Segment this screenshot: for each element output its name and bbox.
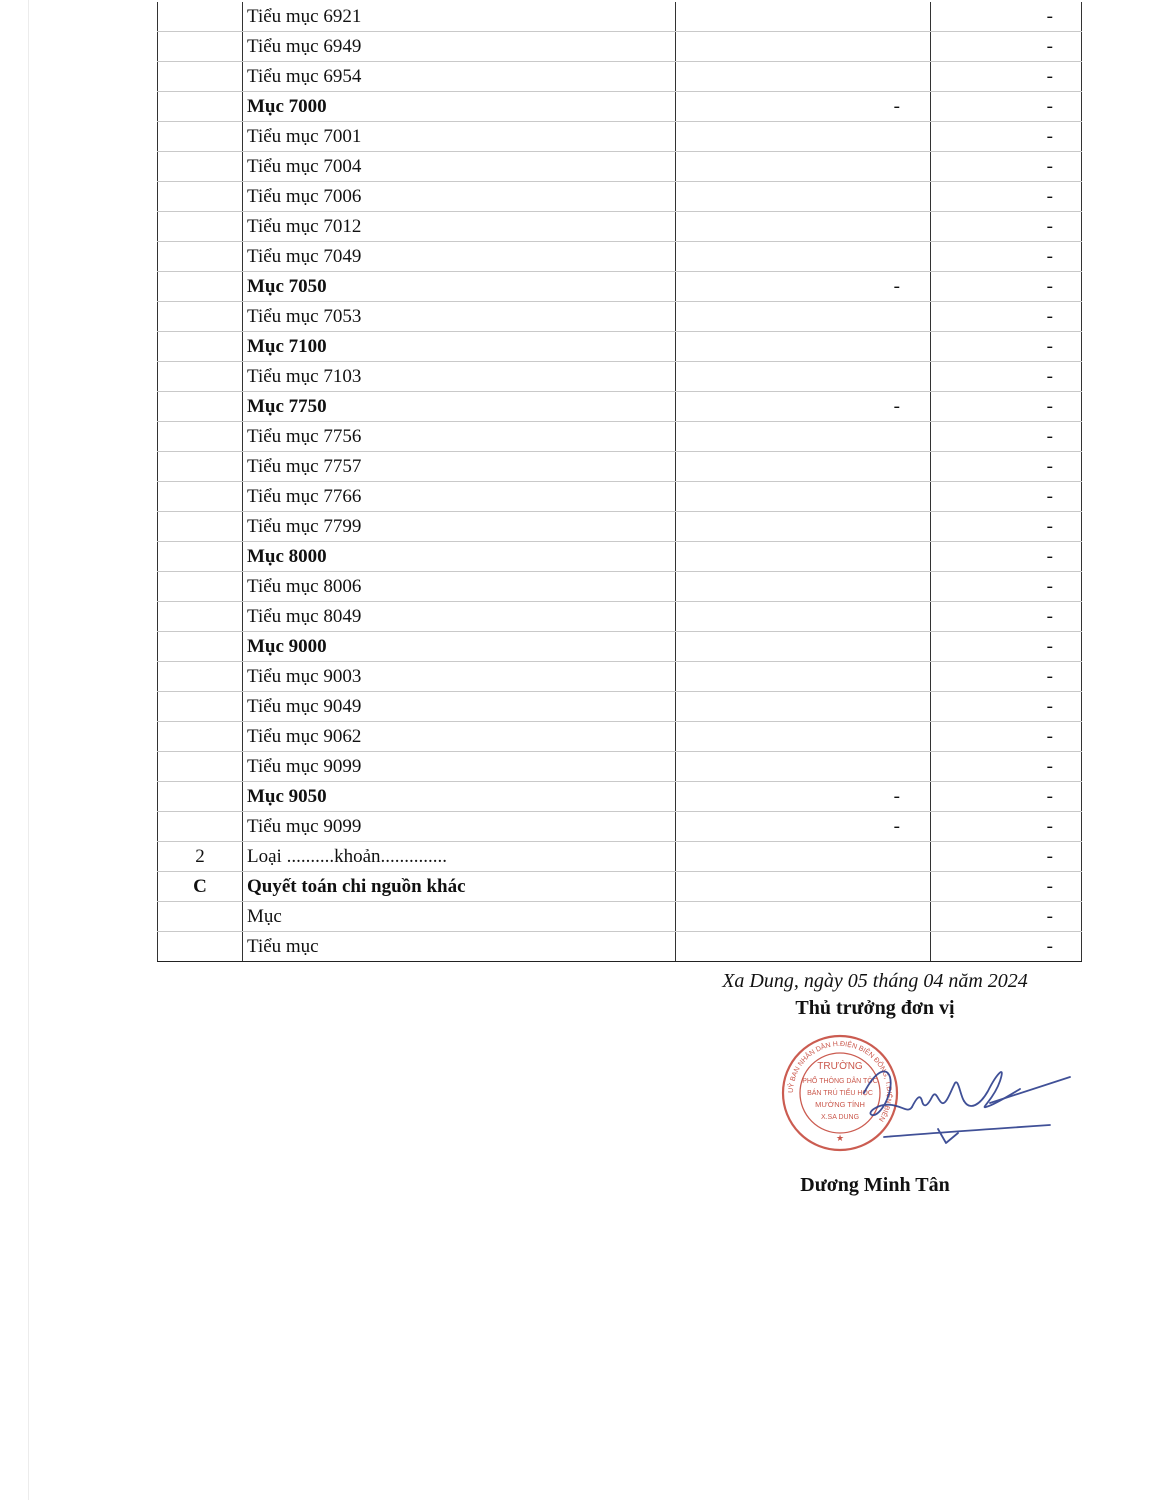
row-number-cell [158, 422, 243, 452]
table-row [158, 602, 1082, 632]
estimate-cell [676, 902, 931, 932]
page-edge-line [28, 0, 29, 1500]
settlement-cell: - [931, 332, 1082, 362]
item-name-cell: Tiểu mục 7053 [243, 302, 676, 332]
table-row [158, 632, 1082, 662]
handwritten-signature-icon [860, 1045, 1075, 1155]
row-number-cell [158, 542, 243, 572]
settlement-cell: - [931, 212, 1082, 242]
table-row [158, 932, 1082, 962]
estimate-cell [676, 632, 931, 662]
row-number-cell: 2 [158, 842, 243, 872]
seal-line-text: PHỔ THÔNG DÂN TỘC [802, 1078, 878, 1085]
estimate-cell [676, 932, 931, 962]
settlement-cell: - [931, 32, 1082, 62]
estimate-cell [676, 332, 931, 362]
settlement-cell: - [931, 302, 1082, 332]
estimate-cell [676, 452, 931, 482]
estimate-cell [676, 482, 931, 512]
settlement-cell: - [931, 902, 1082, 932]
settlement-cell: - [931, 362, 1082, 392]
estimate-cell: - [676, 812, 931, 842]
item-name-cell: Tiểu mục 6949 [243, 32, 676, 62]
table-row [158, 242, 1082, 272]
row-number-cell [158, 212, 243, 242]
settlement-cell: - [931, 422, 1082, 452]
estimate-cell [676, 602, 931, 632]
item-name-cell: Tiểu mục 8049 [243, 602, 676, 632]
item-name-cell: Mục 7750 [243, 392, 676, 422]
estimate-cell [676, 362, 931, 392]
table-row [158, 662, 1082, 692]
settlement-cell: - [931, 692, 1082, 722]
table-row [158, 92, 1082, 122]
settlement-cell: - [931, 932, 1082, 962]
table-row [158, 182, 1082, 212]
settlement-cell: - [931, 662, 1082, 692]
table-row [158, 272, 1082, 302]
seal-line-text: MƯỜNG TÍNH [815, 1100, 865, 1109]
item-name-cell: Tiểu mục 9099 [243, 812, 676, 842]
estimate-cell: - [676, 392, 931, 422]
row-number-cell [158, 722, 243, 752]
table-row [158, 302, 1082, 332]
table-row [158, 542, 1082, 572]
row-number-cell [158, 362, 243, 392]
table-row [158, 332, 1082, 362]
item-name-cell: Tiểu mục 7006 [243, 182, 676, 212]
settlement-cell: - [931, 632, 1082, 662]
settlement-cell: - [931, 272, 1082, 302]
settlement-cell: - [931, 512, 1082, 542]
settlement-cell: - [931, 182, 1082, 212]
item-name-cell: Tiểu mục 7757 [243, 452, 676, 482]
estimate-cell [676, 512, 931, 542]
settlement-cell: - [931, 872, 1082, 902]
row-number-cell [158, 122, 243, 152]
table-row [158, 422, 1082, 452]
table-row [158, 362, 1082, 392]
row-number-cell [158, 92, 243, 122]
item-name-cell: Tiểu mục 7103 [243, 362, 676, 392]
estimate-cell [676, 752, 931, 782]
row-number-cell: C [158, 872, 243, 902]
table-row [158, 122, 1082, 152]
item-name-cell: Tiểu mục 7004 [243, 152, 676, 182]
row-number-cell [158, 572, 243, 602]
estimate-cell [676, 182, 931, 212]
item-name-cell: Mục 7000 [243, 92, 676, 122]
item-name-cell: Mục [243, 902, 676, 932]
settlement-cell: - [931, 62, 1082, 92]
item-name-cell: Tiểu mục 6921 [243, 2, 676, 32]
estimate-cell [676, 842, 931, 872]
settlement-cell: - [931, 92, 1082, 122]
item-name-cell: Tiểu mục 9003 [243, 662, 676, 692]
row-number-cell [158, 632, 243, 662]
row-number-cell [158, 62, 243, 92]
signer-name: Dương Minh Tân [800, 1174, 950, 1196]
row-number-cell [158, 812, 243, 842]
row-number-cell [158, 452, 243, 482]
row-number-cell [158, 182, 243, 212]
row-number-cell [158, 332, 243, 362]
table-row [158, 692, 1082, 722]
settlement-cell: - [931, 482, 1082, 512]
estimate-cell [676, 122, 931, 152]
row-number-cell [158, 272, 243, 302]
estimate-cell [676, 692, 931, 722]
item-name-cell: Tiểu mục 7012 [243, 212, 676, 242]
table-row [158, 152, 1082, 182]
item-name-cell: Mục 9000 [243, 632, 676, 662]
row-number-cell [158, 602, 243, 632]
item-name-cell: Tiểu mục 9062 [243, 722, 676, 752]
table-row [158, 32, 1082, 62]
unit-head-title: Thủ trưởng đơn vị [795, 997, 955, 1019]
row-number-cell [158, 482, 243, 512]
row-number-cell [158, 302, 243, 332]
settlement-cell: - [931, 752, 1082, 782]
settlement-cell: - [931, 812, 1082, 842]
row-number-cell [158, 902, 243, 932]
item-name-cell: Tiểu mục 7001 [243, 122, 676, 152]
seal-line-text: BÁN TRÚ TIỂU HỌC [807, 1090, 873, 1097]
estimate-cell [676, 152, 931, 182]
seal-line-text: TRƯỜNG [817, 1061, 863, 1072]
table-row [158, 512, 1082, 542]
row-number-cell [158, 242, 243, 272]
row-number-cell [158, 512, 243, 542]
item-name-cell: Loại ..........khoản.............. [243, 842, 676, 872]
estimate-cell [676, 722, 931, 752]
estimate-cell [676, 2, 931, 32]
table-row [158, 62, 1082, 92]
table-row [158, 482, 1082, 512]
item-name-cell: Tiểu mục 9049 [243, 692, 676, 722]
settlement-cell: - [931, 782, 1082, 812]
item-name-cell: Tiểu mục 7766 [243, 482, 676, 512]
estimate-cell [676, 302, 931, 332]
table-row [158, 572, 1082, 602]
estimate-cell [676, 872, 931, 902]
settlement-cell: - [931, 152, 1082, 182]
settlement-cell: - [931, 452, 1082, 482]
item-name-cell: Tiểu mục 9099 [243, 752, 676, 782]
row-number-cell [158, 782, 243, 812]
item-name-cell: Tiểu mục 7049 [243, 242, 676, 272]
row-number-cell [158, 2, 243, 32]
table-row [158, 452, 1082, 482]
table-row [158, 722, 1082, 752]
row-number-cell [158, 932, 243, 962]
row-number-cell [158, 662, 243, 692]
table-row [158, 902, 1082, 932]
item-name-cell: Mục 7100 [243, 332, 676, 362]
settlement-cell: - [931, 392, 1082, 422]
settlement-cell: - [931, 572, 1082, 602]
estimate-cell [676, 572, 931, 602]
item-name-cell: Tiểu mục 6954 [243, 62, 676, 92]
row-number-cell [158, 392, 243, 422]
estimate-cell [676, 212, 931, 242]
table-row [158, 212, 1082, 242]
seal-line-text: X.SA DUNG [820, 1114, 860, 1121]
table-row [158, 782, 1082, 812]
item-name-cell: Tiểu mục 8006 [243, 572, 676, 602]
settlement-cell: - [931, 2, 1082, 32]
item-name-cell: Mục 9050 [243, 782, 676, 812]
item-name-cell: Mục 8000 [243, 542, 676, 572]
estimate-cell [676, 32, 931, 62]
item-name-cell: Quyết toán chi nguồn khác [243, 872, 676, 902]
estimate-cell [676, 662, 931, 692]
item-name-cell: Tiểu mục 7799 [243, 512, 676, 542]
place-date: Xa Dung, ngày 05 tháng 04 năm 2024 [722, 970, 1028, 992]
estimate-cell: - [676, 92, 931, 122]
table-row [158, 812, 1082, 842]
table-row [158, 872, 1082, 902]
seal-ring-text: UỶ BAN NHÂN DÂN H.ĐIỆN BIÊN ĐÔNG, T.ĐIỆN BIÊN [787, 1040, 893, 1123]
settlement-cell: - [931, 542, 1082, 572]
estimate-cell [676, 242, 931, 272]
table-row [158, 392, 1082, 422]
budget-settlement-table [157, 2, 1082, 962]
row-number-cell [158, 752, 243, 782]
item-name-cell: Mục 7050 [243, 272, 676, 302]
estimate-cell: - [676, 782, 931, 812]
item-name-cell: Tiểu mục 7756 [243, 422, 676, 452]
table-row [158, 2, 1082, 32]
settlement-cell: - [931, 842, 1082, 872]
estimate-cell [676, 422, 931, 452]
svg-text:★: ★ [835, 1133, 845, 1143]
settlement-cell: - [931, 602, 1082, 632]
settlement-cell: - [931, 122, 1082, 152]
estimate-cell [676, 542, 931, 572]
settlement-cell: - [931, 722, 1082, 752]
table-row [158, 842, 1082, 872]
row-number-cell [158, 32, 243, 62]
estimate-cell [676, 62, 931, 92]
table-row [158, 752, 1082, 782]
row-number-cell [158, 152, 243, 182]
settlement-cell: - [931, 242, 1082, 272]
estimate-cell: - [676, 272, 931, 302]
row-number-cell [158, 692, 243, 722]
table-body [158, 2, 1082, 962]
item-name-cell: Tiểu mục [243, 932, 676, 962]
